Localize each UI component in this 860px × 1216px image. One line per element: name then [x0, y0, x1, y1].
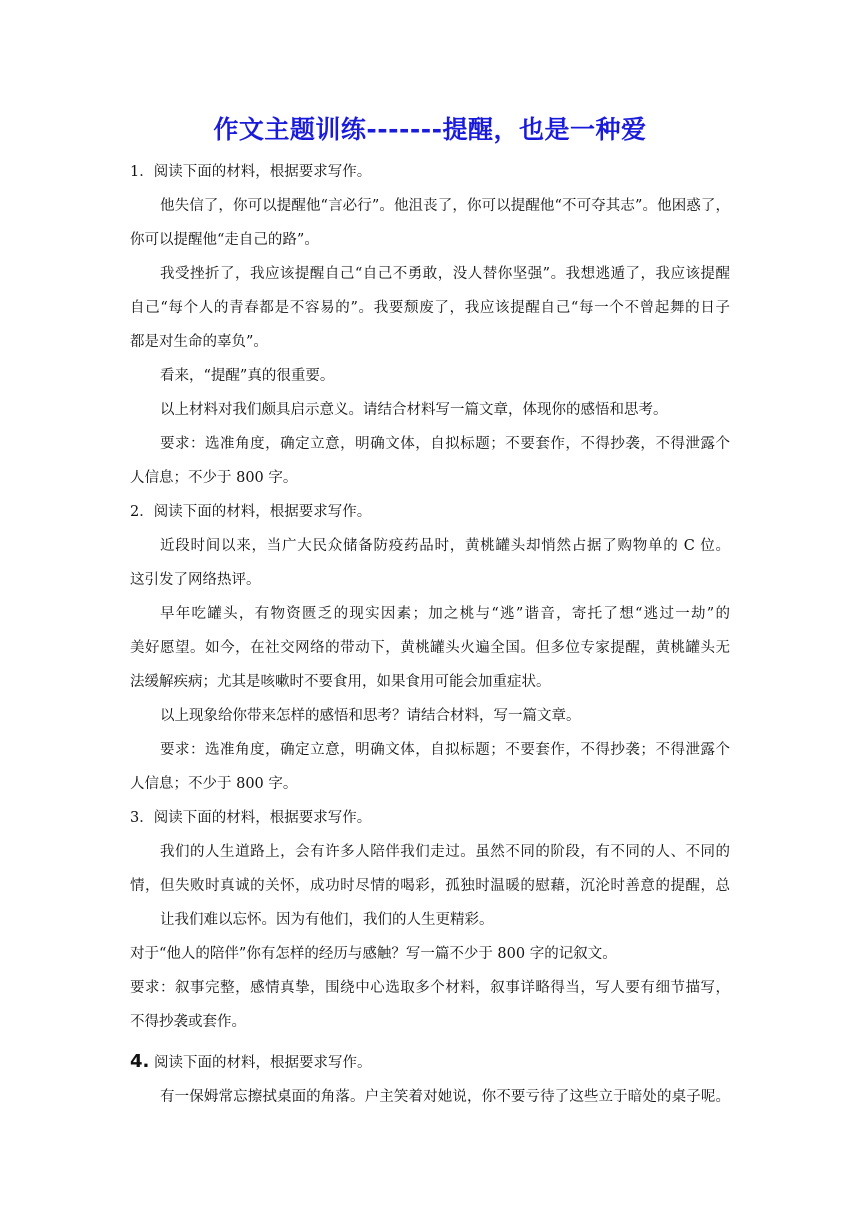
paragraph: 近段时间以来，当广大民众储备防疫药品时，黄桃罐头却悄然占据了购物单的 C 位。: [160, 538, 730, 554]
paragraph: 看来，“提醒”真的很重要。: [160, 368, 335, 384]
requirements: 要求：选准角度，确定立意，明确文体，自拟标题；不要套作，不得抄袭，不得泄露个: [160, 436, 730, 452]
paragraph: 以上现象给你带来怎样的感悟和思考？请结合材料，写一篇文章。: [160, 708, 581, 724]
question-2-heading: 2．阅读下面的材料，根据要求写作。: [130, 504, 372, 520]
paragraph: 自己“每个人的青春都是不容易的”。我要颓废了，我应该提醒自己“每一个不曾起舞的日子: [130, 300, 730, 316]
paragraph: 对于“他人的陪伴”你有怎样的经历与感触？写一篇不少于 800 字的记叙文。: [130, 946, 617, 962]
paragraph: 有一保姆常忘擦拭桌面的角落。户主笑着对她说，你不要亏待了这些立于暗处的桌子呢。: [160, 1089, 730, 1105]
requirements: 不得抄袭或套作。: [130, 1014, 246, 1030]
question-1-heading: 1．阅读下面的材料，根据要求写作。: [130, 164, 372, 180]
paragraph: 美好愿望。如今，在社交网络的带动下，黄桃罐头火遍全国。但多位专家提醒，黄桃罐头无: [130, 640, 730, 656]
requirements: 人信息；不少于 800 字。: [130, 470, 298, 486]
paragraph: 法缓解疾病；尤其是咳嗽时不要食用，如果食用可能会加重症状。: [130, 674, 551, 690]
question-4-number: 4.: [130, 1051, 150, 1072]
paragraph: 你可以提醒他“走自己的路”。: [130, 232, 319, 248]
paragraph: 他失信了，你可以提醒他“言必行”。他沮丧了，你可以提醒他“不可夺其志”。他困惑了，: [160, 198, 730, 214]
question-1: [130, 155, 730, 495]
paragraph: 我们的人生道路上，会有许多人陪伴我们走过。虽然不同的阶段，有不同的人、不同的: [160, 844, 730, 860]
paragraph: 情，但失败时真诚的关怀，成功时尽情的喝彩，孤独时温暖的慰藉，沉沦时善意的提醒，总: [130, 878, 730, 894]
question-4-heading: [130, 1045, 730, 1080]
question-3: [130, 801, 730, 1039]
paragraph: 让我们难以忘怀。因为有他们，我们的人生更精彩。: [160, 912, 494, 928]
question-4-heading-text: 阅读下面的材料，根据要求写作。: [149, 1055, 372, 1071]
paragraph: 以上材料对我们颇具启示意义。请结合材料写一篇文章，体现你的感悟和思考。: [160, 402, 668, 418]
requirements: 要求：叙事完整，感情真挚，围绕中心选取多个材料，叙事详略得当，写人要有细节描写，: [130, 980, 730, 996]
paragraph: 这引发了网络热评。: [130, 572, 261, 588]
question-3-heading: 3．阅读下面的材料，根据要求写作。: [130, 810, 372, 826]
question-2: [130, 495, 730, 801]
paragraph: 我受挫折了，我应该提醒自己“自己不勇敢，没人替你坚强”。我想逃遁了，我应该提醒: [160, 266, 730, 282]
paragraph: 都是对生命的辜负”。: [130, 334, 268, 350]
requirements: 人信息；不少于 800 字。: [130, 776, 298, 792]
paragraph: 早年吃罐头，有物资匮乏的现实因素；加之桃与“逃”谐音，寄托了想“逃过一劫”的: [160, 606, 730, 622]
page-title: 作文主题训练-------提醒，也是一种爱: [213, 115, 647, 144]
question-4: [130, 1045, 730, 1114]
requirements: 要求：选准角度，确定立意，明确文体，自拟标题；不要套作，不得抄袭；不得泄露个: [160, 742, 730, 758]
document-body: [130, 155, 730, 1114]
